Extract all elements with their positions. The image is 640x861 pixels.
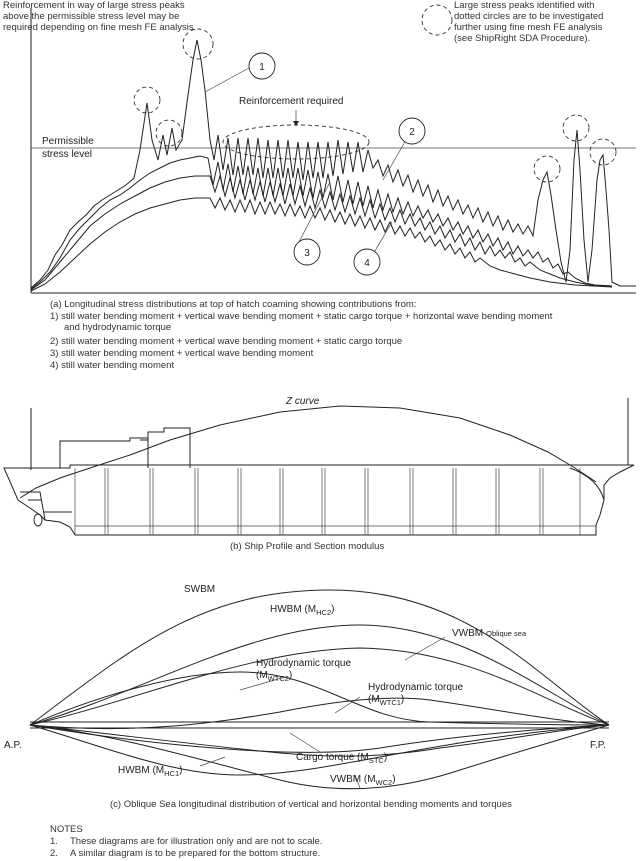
permissible-label-2: stress level	[42, 149, 93, 160]
leader-vwbm	[405, 637, 445, 660]
caption-c: (c) Oblique Sea longitudinal distribution of vertical and horizontal bending moments and torques	[110, 799, 512, 810]
hydro-wtc2-label-2: $(M_{WTC2})$	[256, 670, 293, 683]
leader-hydro-wtc1	[335, 697, 360, 713]
hydro-wtc1-curve	[30, 698, 609, 729]
stress-distribution-diagram	[0, 0, 640, 300]
z-curve	[20, 406, 596, 498]
curve-marker-1	[249, 53, 275, 79]
curve-marker-4	[354, 249, 380, 275]
note-right-line-4: (see ShipRight SDA Procedure).	[454, 33, 591, 44]
stress-curve-2	[31, 156, 612, 289]
caption-a-item-2: 2) still water bending moment + vertical wave bending moment + static cargo torque	[50, 336, 403, 347]
svg-text:3: 3	[304, 248, 310, 259]
peak-circle-4	[534, 156, 560, 182]
bulkheads	[75, 468, 580, 535]
leader-1	[205, 68, 249, 92]
note-right-line-2: dotted circles are to be investigated	[454, 11, 604, 22]
stern-detail	[20, 492, 45, 520]
vwbm-oblique-curve	[30, 648, 609, 725]
leader-cargo	[290, 733, 320, 752]
hydro-wtc2-label-1: Hydrodynamic torque	[256, 658, 352, 669]
note-right-line-1: Large stress peaks identified with	[454, 0, 595, 11]
caption-a-title: (a) Longitudinal stress distributions at top of hatch coaming showing contributions from:	[50, 299, 417, 310]
note-left-line-1: Reinforcement in way of large stress peaks	[3, 0, 185, 11]
z-letter: Z curve	[286, 396, 320, 407]
hydro-wtc1-label-2: $(M_{WTC1})$	[368, 694, 405, 707]
leader-hydro-wtc2	[240, 677, 285, 690]
ap-label: A.P.	[4, 740, 22, 751]
note-left-line-2: above the permissible stress level may be	[3, 11, 180, 22]
peak-circle-1	[134, 87, 160, 113]
caption-b: (b) Ship Profile and Section modulus	[230, 541, 385, 552]
caption-a-item-3: 3) still water bending moment + vertical wave bending moment	[50, 348, 314, 359]
cargo-torque-curve	[30, 725, 609, 756]
hull-outline	[4, 465, 634, 535]
hwbm-hc1-curve	[30, 725, 609, 775]
swbm-curve	[30, 590, 609, 725]
note-left-line-3: required depending on fine mesh FE analysis.	[3, 22, 197, 33]
leader-4	[372, 222, 392, 256]
hwbm-hc2-curve	[30, 625, 609, 725]
svg-text:2: 2	[409, 127, 415, 138]
note-2-text: A similar diagram is to be prepared for the bottom structure.	[70, 848, 321, 859]
caption-a-item-1-cont: and hydrodynamic torque	[64, 322, 172, 333]
curve-marker-3	[294, 239, 320, 265]
caption-a-item-4: 4) still water bending moment	[50, 360, 175, 371]
svg-text:4: 4	[364, 258, 370, 269]
note-2-number: 2.	[50, 848, 58, 859]
note-right-line-3: further using fine mesh FE analysis	[454, 22, 603, 33]
caption-a-item-1: 1) still water bending moment + vertical wave bending moment + static cargo torque + horizontal wave bending moment	[50, 311, 553, 322]
peak-circle-6	[590, 139, 616, 165]
hwbm-hc2-label: HWBM $(M_{HC2})$	[270, 604, 335, 617]
note-1-number: 1.	[50, 836, 58, 847]
vwbm-wc2-label: VWBM $(M_{WC2})$	[330, 774, 396, 787]
deckhouse	[148, 428, 190, 468]
curve-marker-2	[399, 118, 425, 144]
superstructure	[60, 438, 148, 468]
notes-title: NOTES	[50, 824, 83, 835]
hydro-wtc1-label-1: Hydrodynamic torque	[368, 682, 464, 693]
note-1-text: These diagrams are for illustration only and are not to scale.	[70, 836, 323, 847]
hwbm-hc1-label: HWBM $(M_{HC1})$	[118, 765, 183, 778]
z-curve-label	[285, 396, 320, 407]
stress-curve-4	[31, 198, 612, 291]
reinforcement-label: Reinforcement required	[239, 96, 344, 107]
leader-vwbm-wc2	[355, 775, 360, 788]
stress-curve-3	[31, 176, 612, 290]
fp-label: F.P.	[590, 740, 606, 751]
permissible-label-1: Permissible	[42, 136, 94, 147]
cargo-torque-label: Cargo torque $(M_{STC})$	[296, 752, 388, 765]
stress-curve-1	[31, 40, 636, 288]
hydro-wtc2-curve	[30, 672, 609, 725]
legend-dotted-circle	[422, 5, 452, 35]
vwbm-oblique-label: VWBM Oblique sea	[452, 628, 527, 639]
leader-hwbm-hc1	[200, 757, 225, 766]
bow-curve	[570, 468, 604, 500]
swbm-label: SWBM	[184, 584, 216, 595]
vwbm-wc2-curve	[30, 725, 609, 789]
propeller	[34, 514, 42, 526]
svg-text:1: 1	[259, 62, 265, 73]
secondary-curve	[30, 725, 609, 752]
